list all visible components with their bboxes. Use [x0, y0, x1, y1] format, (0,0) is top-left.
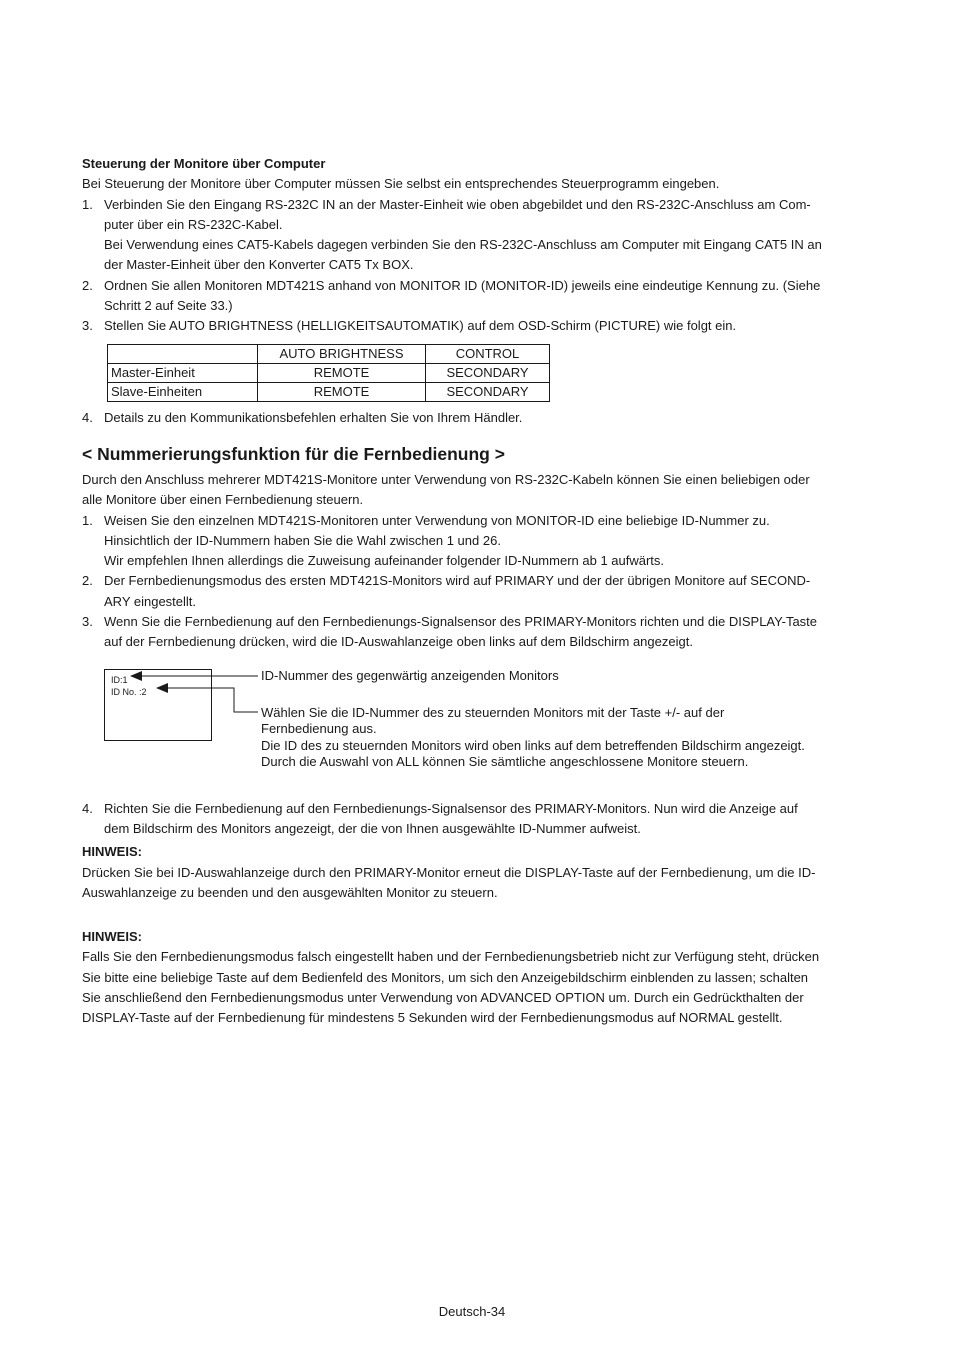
arrow-head-icon	[156, 683, 168, 693]
remote-numbering-steps-continued	[82, 799, 872, 840]
step-line: Hinsichtlich der ID-Nummern haben Sie die Wahl zwischen 1 und 26.	[104, 532, 501, 548]
list-item	[82, 408, 872, 428]
list-item	[82, 511, 872, 572]
section-title-remote-numbering: < Nummerierungsfunktion für die Fernbedienung >	[82, 443, 505, 464]
list-item	[82, 276, 872, 317]
step-number: 1.	[82, 512, 93, 528]
table-header-cell: CONTROL	[426, 344, 550, 363]
callout-line-select-id	[164, 688, 258, 712]
step-line: ARY eingestellt.	[104, 593, 197, 609]
table-header-cell	[108, 344, 258, 363]
step-line: Stellen Sie AUTO BRIGHTNESS (HELLIGKEITSAUTOMATIK) auf dem OSD-Schirm (PICTURE) wie folgt ein.	[104, 318, 737, 334]
step-line: Wir empfehlen Ihnen allerdings die Zuweisung aufeinander folgender ID-Nummern ab 1 aufwärts.	[104, 553, 665, 569]
callout-select-id	[261, 705, 805, 771]
step-line: dem Bildschirm des Monitors angezeigt, der die von Ihnen ausgewählte ID-Nummer aufweist.	[104, 820, 641, 836]
step-line: Schritt 2 auf Seite 33.)	[104, 298, 233, 314]
step-number: 4.	[82, 409, 93, 425]
step-number: 4.	[82, 800, 93, 816]
callout-arrows	[82, 659, 272, 799]
arrow-head-icon	[130, 671, 142, 681]
step-line: auf der Fernbedienung drücken, wird die ID-Auswahlanzeige oben links auf dem Bildschirm angezeigt.	[104, 634, 693, 650]
note-text	[82, 863, 872, 904]
list-item	[82, 316, 872, 336]
note-label: HINWEIS:	[82, 844, 142, 860]
auto-brightness-settings-table	[107, 344, 550, 402]
step-number: 2.	[82, 573, 93, 589]
step-line: Ordnen Sie allen Monitoren MDT421S anhand von MONITOR ID (MONITOR-ID) jeweils eine eindeutige Kennung zu. (Siehe	[104, 277, 821, 293]
step-line: Details zu den Kommunikationsbefehlen erhalten Sie von Ihrem Händler.	[104, 409, 523, 425]
note-text	[82, 947, 872, 1028]
note-line: DISPLAY-Taste auf der Fernbedienung für mindestens 5 Sekunden wird der Fernbedienungsmodus auf NORMAL gestellt.	[82, 1010, 783, 1026]
step-number: 3.	[82, 318, 93, 334]
callout-line: Die ID des zu steuernden Monitors wird oben links auf dem betreffenden Bildschirm angezeigt.	[261, 737, 805, 753]
computer-control-steps-continued	[82, 408, 872, 428]
step-number: 2.	[82, 277, 93, 293]
step-line: Weisen Sie den einzelnen MDT421S-Monitoren unter Verwendung von MONITOR-ID eine beliebige ID-Nummer zu.	[104, 512, 770, 528]
page-content	[82, 154, 872, 1029]
section-intro: Bei Steuerung der Monitore über Computer müssen Sie selbst ein entsprechendes Steuerprogramm eingeben.	[82, 176, 720, 192]
page-number: Deutsch-34	[438, 1304, 506, 1319]
step-number: 1.	[82, 196, 93, 212]
note-line: Falls Sie den Fernbedienungsmodus falsch eingestellt haben und der Fernbedienungsbetrieb nicht zur Verfügung steht, drücken	[82, 949, 820, 965]
note-line: Sie anschließend den Fernbedienungsmodus unter Verwendung von ADVANCED OPTION um. Durch ein Gedrückthalten der	[82, 990, 804, 1006]
callout-line: Durch die Auswahl von ALL können Sie sämtliche angeschlossene Monitore steuern.	[261, 754, 749, 770]
callout-line: Fernbedienung aus.	[261, 721, 377, 737]
table-cell: SECONDARY	[426, 382, 550, 401]
remote-numbering-steps	[82, 511, 872, 653]
step-line: Bei Verwendung eines CAT5-Kabels dagegen verbinden Sie den RS-232C-Anschluss am Computer mit Eingang CAT5 IN an	[104, 237, 822, 253]
intro-line: alle Monitore über einen Fernbedienung steuern.	[82, 492, 364, 508]
computer-control-steps	[82, 195, 872, 337]
step-line: Der Fernbedienungsmodus des ersten MDT421S-Monitors wird auf PRIMARY und der der übrigen Monitore auf SECOND-	[104, 573, 811, 589]
section-intro	[82, 470, 872, 511]
intro-line: Durch den Anschluss mehrerer MDT421S-Monitore unter Verwendung von RS-232C-Kabeln können Sie einen beliebigen oder	[82, 471, 810, 487]
list-item	[82, 571, 872, 612]
table-header-cell: AUTO BRIGHTNESS	[258, 344, 426, 363]
note-label: HINWEIS:	[82, 929, 142, 945]
note-line: Auswahlanzeige zu beenden und den ausgewählten Monitor zu steuern.	[82, 884, 498, 900]
step-line: Richten Sie die Fernbedienung auf den Fernbedienungs-Signalsensor des PRIMARY-Monitors. Nun wird die Anzeige auf	[104, 800, 798, 816]
callout-line: Wählen Sie die ID-Nummer des zu steuernden Monitors mit der Taste +/- auf der	[261, 704, 725, 720]
step-line: Wenn Sie die Fernbedienung auf den Fernbedienungs-Signalsensor des PRIMARY-Monitors richten und die DISPLAY-Taste	[104, 614, 818, 630]
list-item	[82, 195, 872, 276]
id-selection-diagram	[82, 659, 872, 799]
step-line: Verbinden Sie den Eingang RS-232C IN an der Master-Einheit wie oben abgebildet und den RS-232C-Anschluss am Com-	[104, 196, 811, 212]
table-cell: Slave-Einheiten	[108, 382, 258, 401]
note-line: Sie bitte eine beliebige Taste auf dem Bedienfeld des Monitors, um sich den Anzeigebildschirm einblenden zu lassen; schalten	[82, 969, 809, 985]
table-cell: REMOTE	[258, 382, 426, 401]
table-row	[108, 363, 550, 382]
note-line: Drücken Sie bei ID-Auswahlanzeige durch den PRIMARY-Monitor erneut die DISPLAY-Taste auf der Fernbedienung, um die ID-	[82, 864, 816, 880]
table-cell: REMOTE	[258, 363, 426, 382]
step-line: puter über ein RS-232C-Kabel.	[104, 216, 283, 232]
table-cell: Master-Einheit	[108, 363, 258, 382]
step-line: der Master-Einheit über den Konverter CAT5 Tx BOX.	[104, 257, 414, 273]
list-item	[82, 612, 872, 653]
list-item	[82, 799, 872, 840]
section-heading-computer-control: Steuerung der Monitore über Computer	[82, 156, 326, 171]
table-row	[108, 382, 550, 401]
callout-current-id: ID-Nummer des gegenwärtig anzeigenden Monitors	[261, 667, 559, 683]
osd-id-label: ID:1	[111, 674, 128, 685]
osd-id-number-label: ID No. :2	[111, 686, 147, 697]
table-cell: SECONDARY	[426, 363, 550, 382]
table-header-row	[108, 344, 550, 363]
step-number: 3.	[82, 614, 93, 630]
